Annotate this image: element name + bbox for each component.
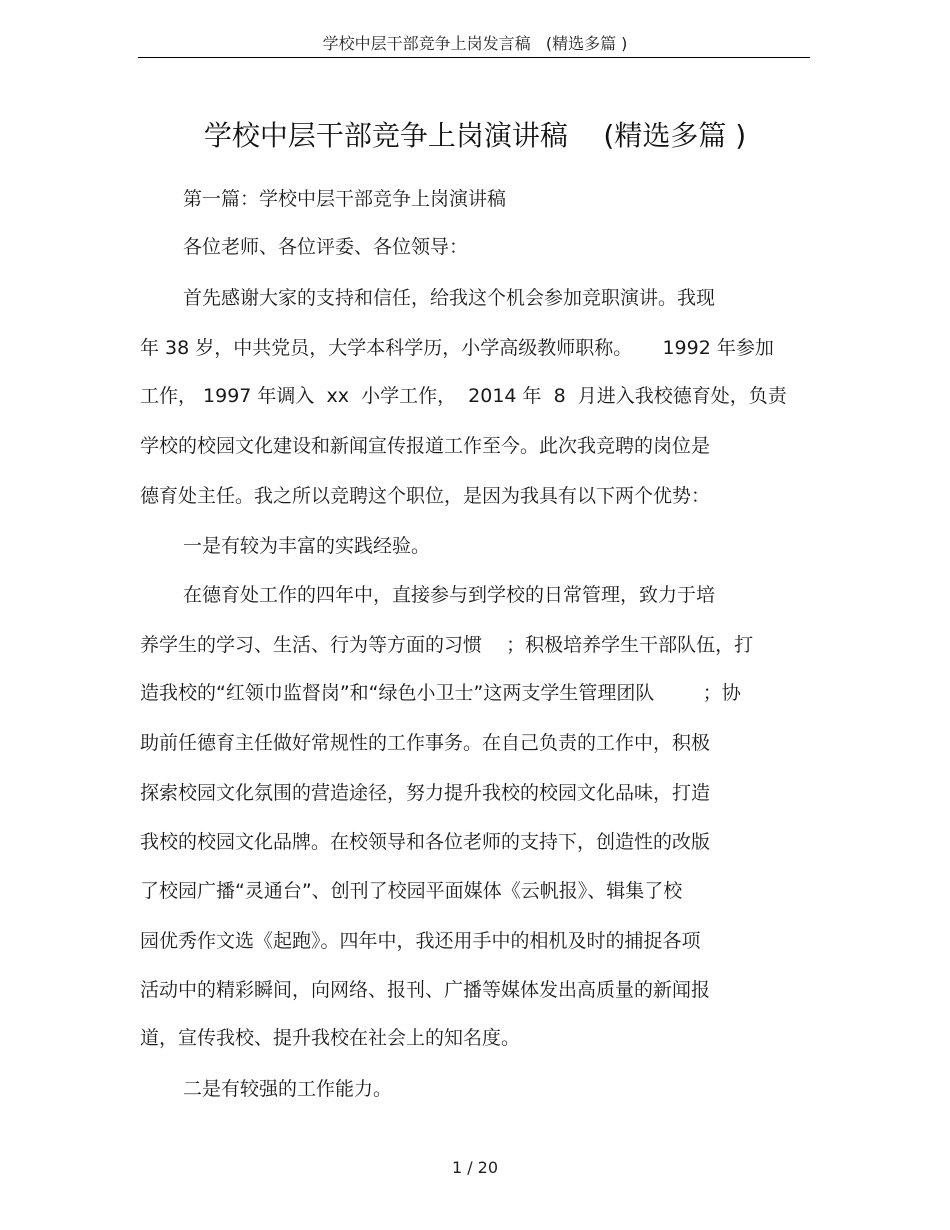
paragraph-line: 了校园广播“灵通台”、创刊了校园平面媒体《云帆报》、辑集了校 [140, 880, 683, 902]
paragraph-line: 助前任德育主任做好常规性的工作事务。在自己负责的工作中，积极 [140, 732, 711, 754]
header-rule [138, 57, 810, 58]
paragraph-line: 造我校的“红领巾监督岗”和“绿色小卫士”这两支学生管理团队 ；协 [140, 682, 741, 704]
page-number: 1 / 20 [451, 1158, 499, 1177]
section-heading: 第一篇：学校中层干部竞争上岗演讲稿 [183, 188, 507, 210]
salutation: 各位老师、各位评委、各位领导： [183, 236, 469, 258]
paragraph-line: 道，宣传我校、提升我校在社会上的知名度。 [140, 1027, 521, 1049]
paragraph-line: 学校的校园文化建设和新闻宣传报道工作至今。此次我竞聘的岗位是 [140, 435, 711, 457]
paragraph-line: 德育处主任。我之所以竞聘这个职位，是因为我具有以下两个优势： [140, 485, 711, 507]
point-heading: 二是有较强的工作能力。 [183, 1078, 393, 1100]
paragraph-line: 在德育处工作的四年中，直接参与到学校的日常管理，致力于培 [183, 584, 716, 606]
paragraph-line: 我校的校园文化品牌。在校领导和各位老师的支持下，创造性的改版 [140, 831, 711, 853]
paragraph-line: 年 38 岁，中共党员，大学本科学历，小学高级教师职称。 1992 年参加 [140, 337, 774, 359]
running-header: 学校中层干部竞争上岗发言稿 (精选多篇 ) [322, 34, 628, 53]
paragraph-line: 活动中的精彩瞬间，向网络、报刊、广播等媒体发出高质量的新闻报 [140, 979, 711, 1001]
point-heading: 一是有较为丰富的实践经验。 [183, 535, 431, 557]
document-title: 学校中层干部竞争上岗演讲稿 (精选多篇 ) [203, 119, 747, 152]
paragraph-line: 养学生的学习、生活、行为等方面的习惯 ；积极培养学生干部队伍，打 [140, 634, 754, 656]
paragraph-line: 探索校园文化氛围的营造途径，努力提升我校的校园文化品味，打造 [140, 782, 711, 804]
paragraph-line: 园优秀作文选《起跑》。四年中，我还用手中的相机及时的捕捉各项 [140, 930, 701, 952]
paragraph-line: 工作， 1997 年调入 xx 小学工作， 2014 年 8 月进入我校德育处，负责 [140, 385, 787, 407]
paragraph-line: 首先感谢大家的支持和信任，给我这个机会参加竞职演讲。我现 [183, 287, 716, 309]
